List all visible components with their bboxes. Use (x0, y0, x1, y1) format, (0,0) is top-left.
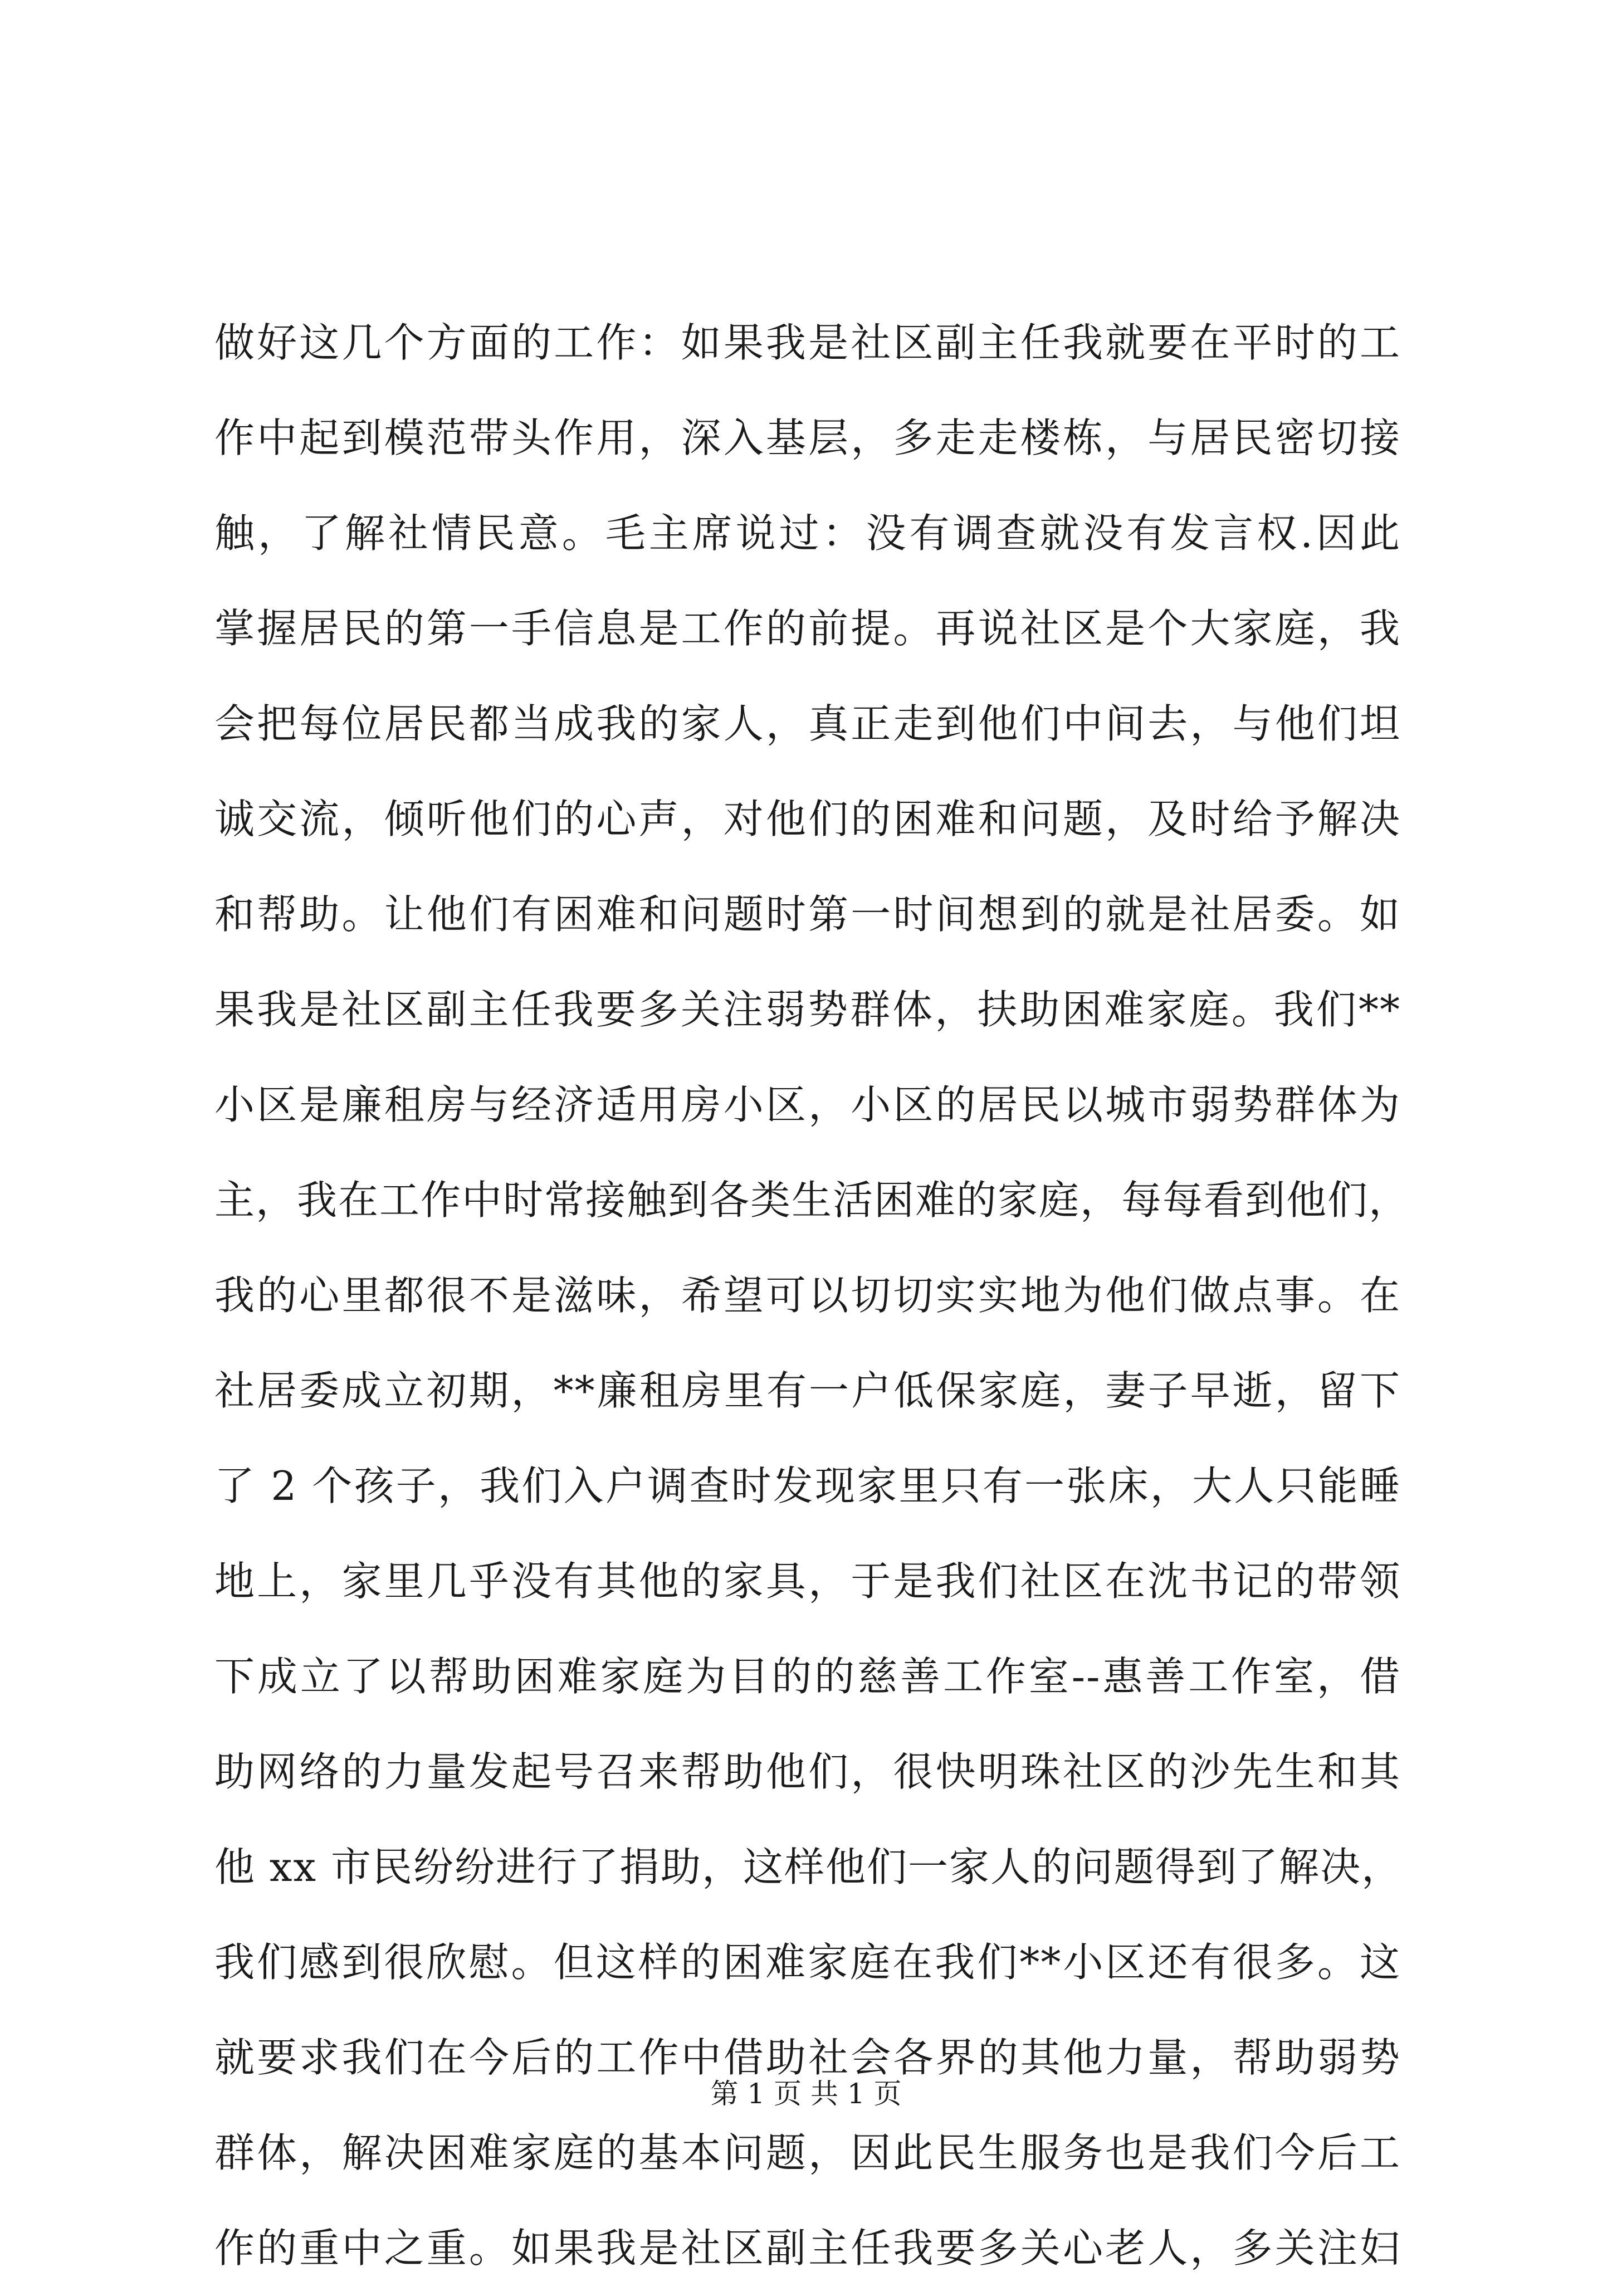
text-line: 群体，解决困难家庭的基本问题，因此民生服务也是我们今后工 (214, 2129, 1401, 2176)
text-line: 掌握居民的第一手信息是工作的前提。再说社区是个大家庭，我 (214, 605, 1401, 652)
text-line: 作中起到模范带头作用，深入基层，多走走楼栋，与居民密切接 (214, 415, 1401, 461)
page-footer: 第 1 页 共 1 页 (710, 2078, 902, 2110)
text-line: 地上，家里几乎没有其他的家具，于是我们社区在沈书记的带领 (214, 1558, 1401, 1605)
text-line: 和帮助。让他们有困难和问题时第一时间想到的就是社居委。如 (214, 891, 1401, 938)
text-line: 主，我在工作中时常接触到各类生活困难的家庭，每每看到他们， (214, 1177, 1410, 1223)
body-text (214, 295, 1410, 2296)
text-line: 了 2 个孩子，我们入户调查时发现家里只有一张床，大人只能睡 (214, 1463, 1401, 1509)
text-line: 他 xx 市民纷纷进行了捐助，这样他们一家人的问题得到了解决， (214, 1844, 1403, 1890)
text-line: 果我是社区副主任我要多关注弱势群体，扶助困难家庭。我们** (214, 986, 1401, 1033)
text-line: 社居委成立初期，**廉租房里有一户低保家庭，妻子早逝，留下 (214, 1367, 1401, 1414)
text-line: 我们感到很欣慰。但这样的困难家庭在我们**小区还有很多。这 (214, 1939, 1401, 1986)
text-line: 助网络的力量发起号召来帮助他们，很快明珠社区的沙先生和其 (214, 1748, 1401, 1795)
text-line: 我的心里都很不是滋味，希望可以切切实实地为他们做点事。在 (214, 1272, 1401, 1319)
text-line: 小区是廉租房与经济适用房小区，小区的居民以城市弱势群体为 (214, 1081, 1401, 1128)
text-line: 做好这几个方面的工作：如果我是社区副主任我就要在平时的工 (214, 319, 1401, 366)
text-line: 诚交流，倾听他们的心声，对他们的困难和问题，及时给予解决 (214, 796, 1401, 842)
text-line: 下成立了以帮助困难家庭为目的的慈善工作室--惠善工作室，借 (214, 1653, 1401, 1700)
text-line: 触，了解社情民意。毛主席说过：没有调查就没有发言权.因此 (214, 510, 1401, 557)
text-line: 会把每位居民都当成我的家人，真正走到他们中间去，与他们坦 (214, 700, 1401, 747)
text-line: 就要求我们在今后的工作中借助社会各界的其他力量，帮助弱势 (214, 2034, 1401, 2081)
text-line: 作的重中之重。如果我是社区副主任我要多关心老人，多关注妇 (214, 2225, 1401, 2271)
